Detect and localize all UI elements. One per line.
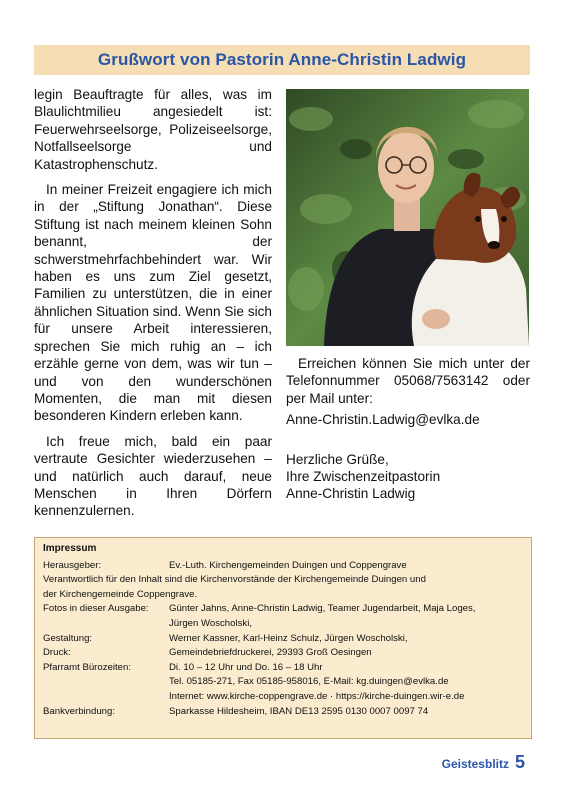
paragraph-2: In meiner Freizeit engagiere ich mich in der „Stiftung Jonathan“. Diese Stiftung ist nach meinem kleinen Sohn benannt, der schwerstmehrfachbehindert war. Wir haben es uns zum Ziel gesetzt, Familien zu unterstützen, die in einer ähnlichen Situation sind. Wenn Sie sich für unsere Arbeit interessieren, sprechen Sie mich ruhig an – ich erzähle gerne von dem, was wir tun – und von den wunderschönen Momenten, die man mit diesen besonderen Kindern erleben kann. xyxy=(34,182,272,424)
impressum-box xyxy=(34,537,532,739)
impressum-row-gestaltung xyxy=(43,632,523,647)
verantwortlich-line-2: der Kirchengemeinde Coppengrave. xyxy=(43,588,198,600)
label-buero: Pfarramt Bürozeiten: xyxy=(43,661,131,673)
page-number: 5 xyxy=(514,752,525,772)
value-buero-contact: Tel. 05185-271, Fax 05185-958016, E-Mail: kg.duingen@evlka.de xyxy=(169,676,449,688)
left-column xyxy=(34,86,272,528)
greeting-line-2: Ihre Zwischenzeitpastorin xyxy=(286,469,441,485)
impressum-row-buero xyxy=(43,661,523,676)
verantwortlich-line-1: Verantwortlich für den Inhalt sind die Kirchenvorstände der Kirchengemeinde Duingen und xyxy=(43,574,426,586)
value-gestaltung: Werner Kassner, Karl-Heinz Schulz, Jürgen Woscholski, xyxy=(169,632,408,644)
footer-brand: Geistesblitz xyxy=(441,757,509,771)
label-herausgeber: Herausgeber: xyxy=(43,559,102,571)
paragraph-3: Ich freue mich, bald ein paar vertraute Gesichter wiederzusehen – und natürlich auch darauf, neue Menschen in Ihren Dörfern kennenzulernen. xyxy=(34,433,272,519)
value-herausgeber: Ev.-Luth. Kirchengemeinden Duingen und Coppengrave xyxy=(169,559,407,571)
value-fotos: Günter Jahns, Anne-Christin Ladwig, Teamer Jugendarbeit, Maja Loges, xyxy=(169,603,476,615)
impressum-row-fotos xyxy=(43,602,523,617)
impressum-row-herausgeber xyxy=(43,559,523,574)
label-fotos: Fotos in dieser Ausgabe: xyxy=(43,603,149,615)
portrait-photo xyxy=(286,89,529,346)
impressum-row-fotos-2 xyxy=(43,617,523,632)
value-buero-internet: Internet: www.kirche-coppengrave.de · https://kirche-duingen.wir-e.de xyxy=(169,690,465,702)
greeting-line-1: Herzliche Grüße, xyxy=(286,451,389,467)
impressum-row-buero-2 xyxy=(43,675,523,690)
label-bank: Bankverbindung: xyxy=(43,705,116,717)
greeting-line-3: Anne-Christin Ladwig xyxy=(286,486,416,502)
contact-text: Erreichen können Sie mich unter der Telefonnummer 05068/7563142 oder per Mail unter: xyxy=(286,356,530,406)
email-address[interactable]: Anne-Christin.Ladwig@evlka.de xyxy=(286,412,480,428)
photo-illustration xyxy=(286,89,529,346)
impressum-heading: Impressum xyxy=(43,543,97,554)
value-buero-hours: Di. 10 – 12 Uhr und Do. 16 – 18 Uhr xyxy=(169,661,323,673)
label-druck: Druck: xyxy=(43,647,71,659)
label-gestaltung: Gestaltung: xyxy=(43,632,93,644)
value-fotos-2: Jürgen Woscholski, xyxy=(169,617,253,629)
impressum-row-bank xyxy=(43,705,523,720)
value-bank: Sparkasse Hildesheim, IBAN DE13 2595 0130 0007 0097 74 xyxy=(169,705,429,717)
impressum-row-buero-3 xyxy=(43,690,523,705)
title-banner xyxy=(34,45,530,75)
right-column xyxy=(286,355,530,503)
paragraph-1: legin Beauftragte für alles, was im Blaulichtmilieu angesiedelt ist: Feuerwehrseelsorge, Polizeiseelsorge, Notfallseelsorge und Katastrophenschutz. xyxy=(34,87,272,172)
page-title: Grußwort von Pastorin Anne-Christin Ladwig xyxy=(97,50,467,69)
impressum-row-druck xyxy=(43,646,523,661)
value-druck: Gemeindebriefdruckerei, 29393 Groß Oesingen xyxy=(169,647,372,659)
page-footer xyxy=(442,752,525,773)
